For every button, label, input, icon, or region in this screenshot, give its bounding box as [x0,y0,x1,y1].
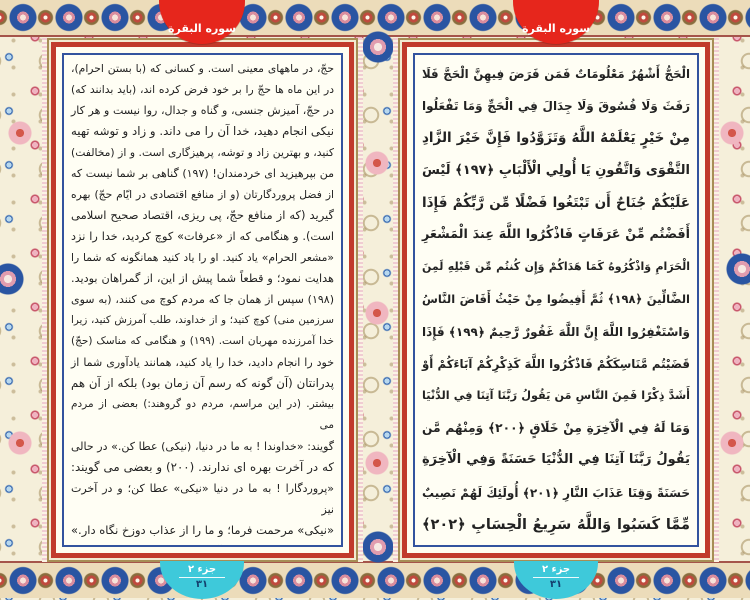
quran-text-line: مِّمَّا كَسَبُوا وَاللَّهُ سَرِيعُ الْحِسَابِ ﴿٢٠٢﴾ [422,516,690,533]
translation-text-line [71,541,334,545]
juz-label: جزء ۲ [187,564,217,575]
translation-text-line: پدرانتان (آن گونه که رسم آن زمان بود) بلکه از آن هم [71,376,334,390]
flower-ornament-icon [364,450,390,476]
translation-text-line: «پروردگارا ! به ما در دنیا «نیکی» عطا کن؛ و در آخرت نیز [71,482,334,516]
translation-text-line: گیرید (که از منافع حجّ، پی ریزی، اقتصاد صحیح اسلامی [71,208,334,222]
quran-text-line: الْحَجُّ أَشْهُرٌ مَعْلُومَاتٌ فَمَن فَرَضَ فِيهِنَّ الْحَجَّ فَلَا [422,67,690,81]
translation-text-line: گویند: «خداوندا ! به ما در دنیا، (نیکی) عطا کن.» در حالی [71,440,334,453]
quran-text-line: حَسَنَةً وَقِنَا عَذَابَ النَّارِ ﴿٢٠١﴾ أُولَئِكَ لَهُمْ نَصِيبٌ [422,485,690,500]
translation-text-line: من بپرهیزید ای خردمندان! (۱۹۷) گناهی بر شما نیست که [71,167,334,180]
translation-text-line: از فضل پروردگارتان (و از منافع اقتصادی در ایّام حجّ) بهره [71,188,334,201]
surah-title-label: سوره البقرة [168,22,237,35]
right-edge-medallion-icon [725,252,750,286]
badge-divider [533,577,579,578]
translation-text-line: است). و هنگامی که از «عرفات» کوچ کردید، خدا را نزد [71,230,334,243]
translation-text-line: حجّ، در ماههای معینی است. و کسانی که (با بستن احرام)، [71,62,334,75]
page-number: ۳۱ [195,579,209,590]
translation-text-line: هدایت نمود؛ و قطعاً شما پیش از این، از گمراهان بودید. [71,272,334,285]
translation-text-block [64,55,341,545]
quran-text-line: الضَّالِّينَ ﴿١٩٨﴾ ثُمَّ أَفِيضُوا مِنْ حَيْثُ أَفَاضَ النَّاسُ [422,292,690,307]
left-edge-medallion-icon [0,262,25,296]
flower-ornament-icon [719,120,745,146]
quran-text-line: يَقُولُ رَبَّنَا آتِنَا فِي الدُّنْيَا حَسَنَةً وَفِي الْآخِرَةِ [422,452,690,468]
translation-text-line: سرزمین منی) کوچ کنید؛ و از خداوند، طلب آمرزش کنید، زیرا [71,314,334,326]
translation-page [42,38,363,562]
quran-page-frame [398,38,714,562]
quran-text-line: الْحَرَامِ وَاذْكُرُوهُ كَمَا هَدَاكُمْ وَإِن كُنتُم مِّن قَبْلِهِ لَمِنَ [422,260,690,274]
surah-title-label: سوره البقرة [522,22,591,35]
translation-text-line: «مشعر الحرام» یاد کنید. او را یاد کنید همانگونه که شما را [71,251,334,264]
translation-page-frame [47,38,358,562]
flower-ornament-icon [7,120,33,146]
flower-ornament-icon [364,150,390,176]
gutter-medallion-bottom-icon [361,530,395,564]
quran-text-line: أَشَدَّ ذِكْرًا فَمِنَ النَّاسِ مَن يَقُولُ رَبَّنَا آتِنَا فِي الدُّنْيَا [422,389,690,403]
page-number: ۳۱ [549,579,563,590]
quran-text-line: قَضَيْتُم مَّنَاسِكَكُمْ فَاذْكُرُوا اللَّهَ كَذِكْرِكُمْ آبَاءَكُمْ أَوْ [422,356,690,371]
ornament-band-bottom [0,561,750,598]
badge-divider [179,577,225,578]
gutter-medallion-top-icon [361,30,395,64]
quran-page [393,38,719,562]
quran-text-block [415,55,697,545]
flower-ornament-icon [719,430,745,456]
quran-text-line: أَفَضْتُم مِّنْ عَرَفَاتٍ فَاذْكُرُوا اللَّهَ عِندَ الْمَشْعَرِ [422,227,690,243]
translation-text-line: نیکی انجام دهید، خدا آن را می داند. و زاد و توشه تهیه [71,124,334,138]
translation-text-line: خدا آمرزنده مهربان است. (۱۹۹) و هنگامی که مناسک (حجّ) [71,335,334,347]
translation-text-line: کنید، و بهترین زاد و توشه، پرهیزگاری است. و از (مخالفت) [71,146,334,159]
translation-text-line: در این ماه ها حجّ را بر خود فرض کرده اند، (باید بدانند که) [71,83,334,96]
translation-text-line: در حجّ، آمیزش جنسی، و گناه و جدال، روا نیست و هر کار [71,104,334,117]
flower-ornament-icon [364,300,390,326]
translation-text-line: خود را انجام دادید، خدا را یاد کنید، همانند یادآوری شما از [71,356,334,369]
flower-ornament-icon [7,430,33,456]
quran-text-line: رَفَثَ وَلَا فُسُوقَ وَلَا جِدَالَ فِي الْحَجِّ وَمَا تَفْعَلُوا [422,99,690,114]
quran-text-line: وَمَا لَهُ فِي الْآخِرَةِ مِنْ خَلَاقٍ ﴿٢٠٠﴾ وَمِنْهُم مَّن [422,421,690,436]
quran-text-line: مِنْ خَيْرٍ يَعْلَمْهُ اللَّهُ وَتَزَوَّدُوا فَإِنَّ خَيْرَ الزَّادِ [422,130,690,147]
quran-text-line: عَلَيْكُمْ جُنَاحٌ أَن تَبْتَغُوا فَضْلًا مِّن رَّبِّكُمْ فَإِذَا [422,194,690,211]
quran-text-line: وَاسْتَغْفِرُوا اللَّهَ إِنَّ اللَّهَ غَفُورٌ رَّحِيمٌ ﴿١٩٩﴾ فَإِذَا [422,324,690,339]
translation-text-line: بیشتر. (در این مراسم، مردم دو گروهند:) بعضی از مردم می [71,398,334,431]
translation-text-line: که در آخرت بهره ای ندارند. (۲۰۰) و بعضی می گویند: [71,460,334,474]
juz-label: جزء ۲ [541,564,571,575]
translation-text-line: (۱۹۸) سپس از همان جا که مردم کوچ می کنند، (به سوی [71,293,334,306]
translation-text-line: «نیکی» مرحمت فرما؛ و ما را از عذاب دوزخ نگاه دار.» [71,523,334,537]
quran-text-line: التَّقْوَى وَاتَّقُونِ يَا أُولِي الْأَلْبَابِ ﴿١٩٧﴾ لَيْسَ [422,162,690,178]
